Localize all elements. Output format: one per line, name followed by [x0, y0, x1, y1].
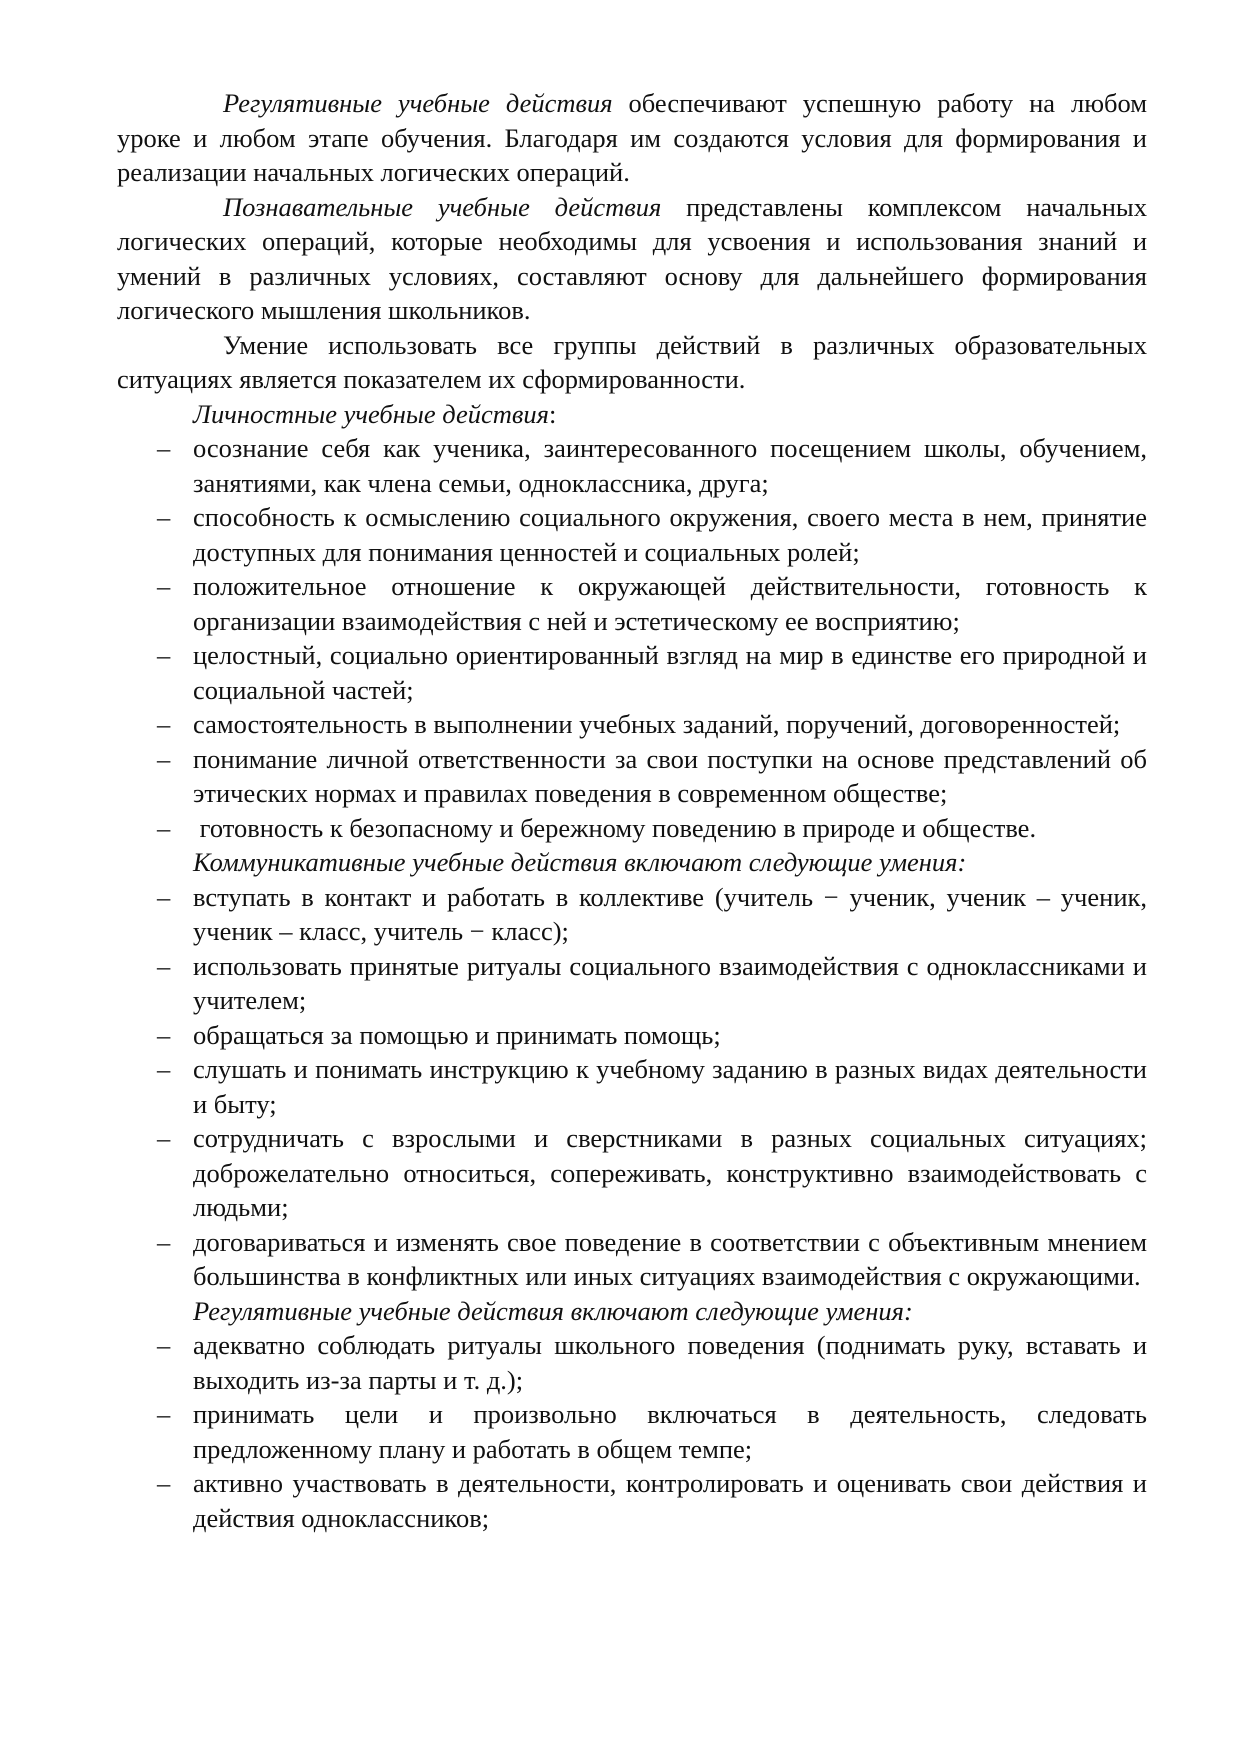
list-item	[117, 500, 1147, 569]
list-item-text: сотрудничать с взрослыми и сверстниками в разных социальных ситуациях; доброжелательно относиться, сопереживать, конструктивно взаимодействовать с людьми;	[193, 1123, 1147, 1222]
list-item-text: активно участвовать в деятельности, контролировать и оценивать свои действия и действия одноклассников;	[193, 1468, 1147, 1533]
dash-bullet: –	[157, 1226, 171, 1257]
dash-bullet: –	[157, 502, 171, 532]
list-item-text: слушать и понимать инструкцию к учебному заданию в разных видах деятельности и быту;	[193, 1054, 1147, 1119]
list-item-text: договариваться и изменять свое поведение в соответствии с объективным мнением большинства в конфликтных или иных ситуациях взаимодействия с окружающими.	[193, 1226, 1147, 1291]
dash-bullet: –	[157, 1123, 171, 1153]
list-item	[117, 431, 1147, 500]
dash-bullet: –	[157, 433, 171, 463]
dash-bullet: –	[157, 743, 171, 774]
list-item-text: принимать цели и произвольно включаться в деятельность, следовать предложенному плану и работать в общем темпе;	[193, 1399, 1147, 1464]
paragraph-regulatory-intro	[117, 86, 1147, 190]
list-item-text: адекватно соблюдать ритуалы школьного поведения (поднимать руку, вставать и выходить из-за парты и т. д.);	[193, 1330, 1147, 1395]
heading-regulatory-actions	[117, 1294, 1147, 1329]
heading-text: Регулятивные учебные действия включают следующие умения:	[193, 1295, 913, 1326]
list-item-text: целостный, социально ориентированный взгляд на мир в единстве его природной и социальной частей;	[193, 640, 1147, 705]
list-item	[117, 880, 1147, 949]
dash-bullet: –	[157, 950, 171, 981]
paragraph-text: обеспечивают успешную работу на любом уроке и любом этапе обучения. Благодаря им создаются условия для формирования и реализации начальных логических операций.	[117, 88, 1147, 187]
list-item	[117, 811, 1147, 846]
list-item	[117, 1225, 1147, 1294]
list-item	[117, 1397, 1147, 1466]
list-item-text: способность к осмыслению социального окружения, своего места в нем, принятие доступных для понимания ценностей и социальных ролей;	[193, 502, 1147, 567]
paragraph-text: представлены комплексом начальных логических операций, которые необходимы для усвоения и использования знаний и умений в различных условиях, составляют основу для дальнейшего формирования логического мышления школьников.	[117, 191, 1147, 325]
paragraph-skills-intro	[117, 328, 1147, 397]
heading-colon: :	[548, 398, 557, 429]
dash-bullet: –	[157, 709, 171, 739]
dash-bullet: –	[157, 1330, 171, 1360]
list-personal-actions	[117, 431, 1147, 845]
list-item-text: понимание личной ответственности за свои поступки на основе представлений об этических нормах и правилах поведения в современном обществе;	[193, 743, 1147, 808]
document-page	[117, 86, 1147, 1535]
dash-bullet: –	[157, 571, 171, 601]
list-item-text: использовать принятые ритуалы социального взаимодействия с одноклассниками и учителем;	[193, 950, 1147, 1015]
dash-bullet: –	[157, 1399, 171, 1429]
heading-text: Личностные учебные действия	[193, 398, 549, 429]
list-item	[117, 638, 1147, 707]
list-item	[117, 1018, 1147, 1053]
dash-bullet: –	[157, 1468, 171, 1498]
dash-bullet: –	[157, 1054, 171, 1084]
list-item	[117, 949, 1147, 1018]
dash-bullet: –	[157, 1019, 171, 1050]
heading-communicative-actions	[117, 845, 1147, 880]
list-item	[117, 742, 1147, 811]
paragraph-lead: Познавательные учебные действия	[223, 191, 662, 222]
paragraph-lead: Регулятивные учебные действия	[223, 88, 613, 118]
paragraph-cognitive-intro	[117, 190, 1147, 328]
dash-bullet: –	[157, 881, 171, 912]
list-item-text: вступать в контакт и работать в коллективе (учитель − ученик, ученик – ученик, ученик – класс, учитель − класс);	[193, 881, 1147, 946]
paragraph-text: Умение использовать все группы действий в различных образовательных ситуациях является показателем их сформированности.	[117, 329, 1147, 394]
list-item-text: готовность к безопасному и бережному поведению в природе и обществе.	[193, 812, 1037, 843]
list-item	[117, 1466, 1147, 1535]
list-item-text: положительное отношение к окружающей действительности, готовность к организации взаимодействия с ней и эстетическому ее восприятию;	[193, 571, 1147, 636]
list-regulatory-actions	[117, 1328, 1147, 1535]
heading-text: Коммуникативные учебные действия включают следующие умения:	[193, 847, 967, 877]
list-item-text: обращаться за помощью и принимать помощь;	[193, 1019, 721, 1050]
list-item	[117, 1328, 1147, 1397]
list-item-text: самостоятельность в выполнении учебных заданий, поручений, договоренностей;	[193, 709, 1121, 739]
list-item-text: осознание себя как ученика, заинтересованного посещением школы, обучением, занятиями, как члена семьи, одноклассника, друга;	[193, 433, 1147, 498]
list-communicative-actions	[117, 880, 1147, 1294]
heading-personal-actions	[117, 397, 1147, 432]
list-item	[117, 1052, 1147, 1121]
list-item	[117, 1121, 1147, 1225]
list-item	[117, 707, 1147, 742]
list-item	[117, 569, 1147, 638]
dash-bullet: –	[157, 640, 171, 670]
dash-bullet: –	[157, 812, 171, 843]
